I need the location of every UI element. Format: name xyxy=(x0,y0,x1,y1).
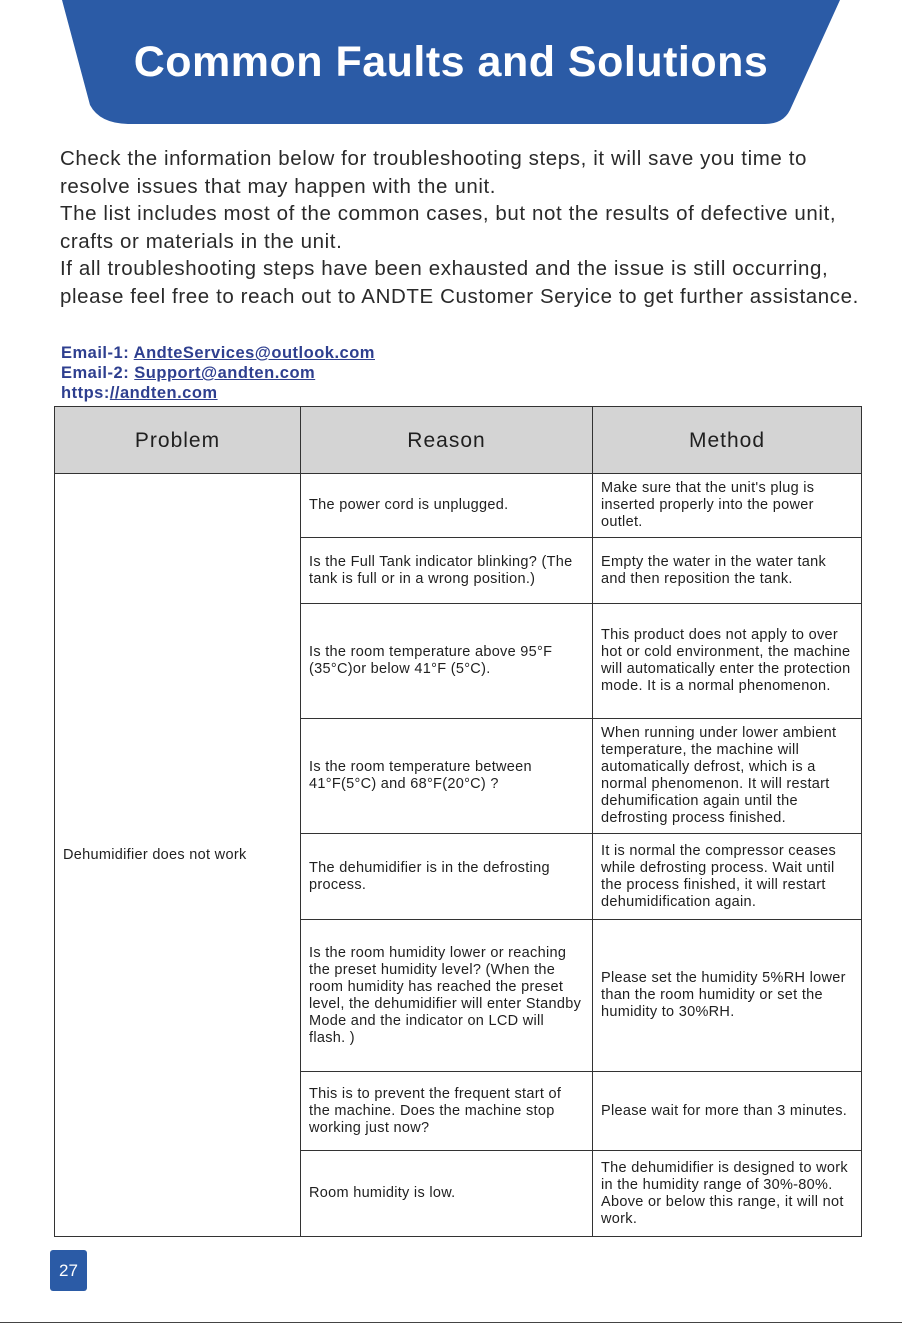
intro-paragraph-1: Check the information below for troubleshooting steps, it will save you time to resolve issues that may happen with the unit. xyxy=(60,147,808,198)
intro-text xyxy=(60,145,870,310)
reason-cell: Is the room humidity lower or reaching the preset humidity level? (When the room humidity has reached the preset level, the dehumidifier will enter Standby Mode and the indicator on LCD will flash. ) xyxy=(301,920,593,1072)
bottom-divider xyxy=(0,1322,902,1323)
reason-cell: Room humidity is low. xyxy=(301,1151,593,1237)
method-cell: When running under lower ambient temperature, the machine will automatically defrost, which is a normal phenomenon. It will restart dehumification again until the defrosting process finished. xyxy=(593,719,862,834)
reason-cell: The power cord is unplugged. xyxy=(301,474,593,538)
email-1-line xyxy=(61,343,375,363)
page-title: Common Faults and Solutions xyxy=(133,38,769,86)
method-cell: Make sure that the unit's plug is inserted properly into the power outlet. xyxy=(593,474,862,538)
website-line xyxy=(61,383,375,403)
email-1-label: Email-1: xyxy=(61,344,134,362)
email-2-link[interactable]: Support@andten.com xyxy=(134,364,316,382)
contact-info xyxy=(61,343,375,403)
page-number: 27 xyxy=(59,1260,78,1280)
intro-paragraph-2: The list includes most of the common cases, but not the results of defective unit, crafts or materials in the unit. xyxy=(60,202,837,253)
reason-cell: Is the Full Tank indicator blinking? (The tank is full or in a wrong position.) xyxy=(301,538,593,604)
table-row xyxy=(55,474,862,538)
reason-cell: The dehumidifier is in the defrosting process. xyxy=(301,834,593,920)
header-banner xyxy=(0,0,902,126)
page-number-badge xyxy=(50,1250,87,1291)
method-cell: Empty the water in the water tank and then reposition the tank. xyxy=(593,538,862,604)
method-cell: Please set the humidity 5%RH lower than the room humidity or set the humidity to 30%RH. xyxy=(593,920,862,1072)
method-cell: This product does not apply to over hot or cold environment, the machine will automatically enter the protection mode. It is a normal phenomenon. xyxy=(593,604,862,719)
method-cell: It is normal the compressor ceases while defrosting process. Wait until the process finished, it will restart dehumidification again. xyxy=(593,834,862,920)
website-prefix: https: xyxy=(61,384,110,402)
problem-cell: Dehumidifier does not work xyxy=(55,474,301,1237)
header-problem: Problem xyxy=(55,407,301,474)
reason-cell: Is the room temperature above 95°F (35°C)or below 41°F (5°C). xyxy=(301,604,593,719)
email-1-link[interactable]: AndteServices@outlook.com xyxy=(133,344,375,362)
header-reason: Reason xyxy=(301,407,593,474)
intro-paragraph-3: If all troubleshooting steps have been exhausted and the issue is still occurring, please feel free to reach out to ANDTE Customer Seryice to get further assistance. xyxy=(60,257,859,308)
method-cell: The dehumidifier is designed to work in the humidity range of 30%-80%. Above or below this range, it will not work. xyxy=(593,1151,862,1237)
email-2-label: Email-2: xyxy=(61,364,135,382)
email-2-line xyxy=(61,363,375,383)
faults-table xyxy=(54,406,862,1237)
method-cell: Please wait for more than 3 minutes. xyxy=(593,1072,862,1151)
reason-cell: Is the room temperature between 41°F(5°C) and 68°F(20°C) ? xyxy=(301,719,593,834)
website-link[interactable]: //andten.com xyxy=(109,384,218,402)
reason-cell: This is to prevent the frequent start of the machine. Does the machine stop working just now? xyxy=(301,1072,593,1151)
header-method: Method xyxy=(593,407,862,474)
table-header-row xyxy=(55,407,862,474)
